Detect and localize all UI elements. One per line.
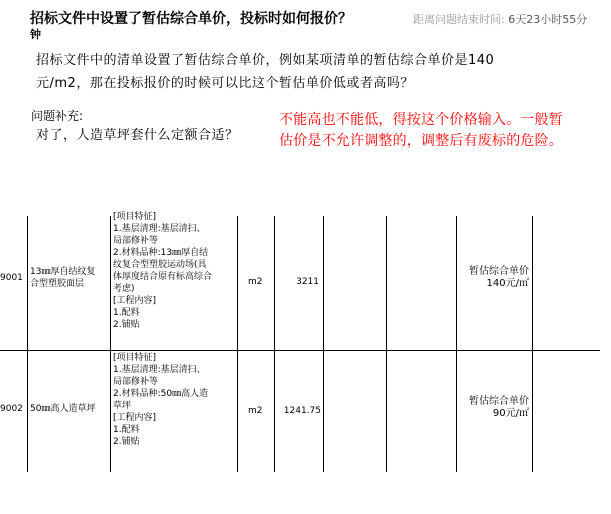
row-unit: m2 — [248, 277, 263, 287]
row-name: 50㎜高人造草坪 — [30, 404, 96, 414]
table-vline — [532, 216, 533, 472]
question-title: 招标文件中设置了暂估综合单价，投标时如何报价？ — [30, 11, 352, 27]
row-note: 暂估综合单价 90元/㎡ — [469, 396, 529, 419]
row-code: 9002 — [0, 404, 23, 414]
question-body-line1: 招标文件中的清单设置了暂估综合单价，例如某项清单的暂估综合单价是140 — [36, 53, 495, 68]
row-name: 13㎜厚自结纹复 合型塑胶面层 — [30, 267, 96, 289]
answer-line1: 不能高也不能低，得按这个价格输入。一般暂 — [279, 112, 563, 128]
table-vline — [386, 216, 387, 472]
row-desc: [项目特征] 1.基层清理:基层清扫、 局部修补等 2.材料品种:13㎜厚自结 纹复合型塑胶运动场(具 体厚度结合原有标高综合 考虑) [工程内容] 1.配料 2.铺贴 — [113, 212, 213, 330]
supplement-text: 对了，人造草坪套什么定额合适？ — [36, 128, 239, 143]
bill-table — [0, 212, 600, 472]
row-code: 9001 — [0, 273, 23, 283]
countdown-value: 6天23小时55分 — [508, 13, 588, 26]
table-vline — [237, 216, 238, 472]
countdown-label: 距离问题结束时间: — [413, 13, 505, 26]
question-body — [36, 49, 566, 95]
countdown — [413, 11, 587, 27]
row-desc: [项目特征] 1.基层清理:基层清扫、 局部修补等 2.材料品种:50㎜高人造 草坪 [工程内容] 1.配料 2.铺贴 — [113, 353, 209, 447]
table-vline — [110, 216, 111, 472]
supplement-label: 问题补充: — [31, 109, 84, 123]
row-unit: m2 — [248, 406, 263, 416]
row-qty: 1241.75 — [283, 406, 321, 416]
table-vline — [27, 216, 28, 472]
table-vline — [274, 216, 275, 472]
question-title-wrap: 钟 — [30, 28, 41, 41]
row-qty: 3211 — [296, 277, 319, 287]
table-hline — [0, 350, 600, 351]
table-vline — [323, 216, 324, 472]
row-note: 暂估综合单价 140元/㎡ — [469, 266, 529, 289]
question-body-line2: 元/m2，那在投标报价的时候可以比这个暂估单价低或者高吗？ — [36, 76, 414, 91]
answer-text — [279, 110, 609, 152]
table-vline — [456, 216, 457, 472]
answer-line2: 估价是不允许调整的，调整后有废标的危险。 — [279, 133, 563, 149]
